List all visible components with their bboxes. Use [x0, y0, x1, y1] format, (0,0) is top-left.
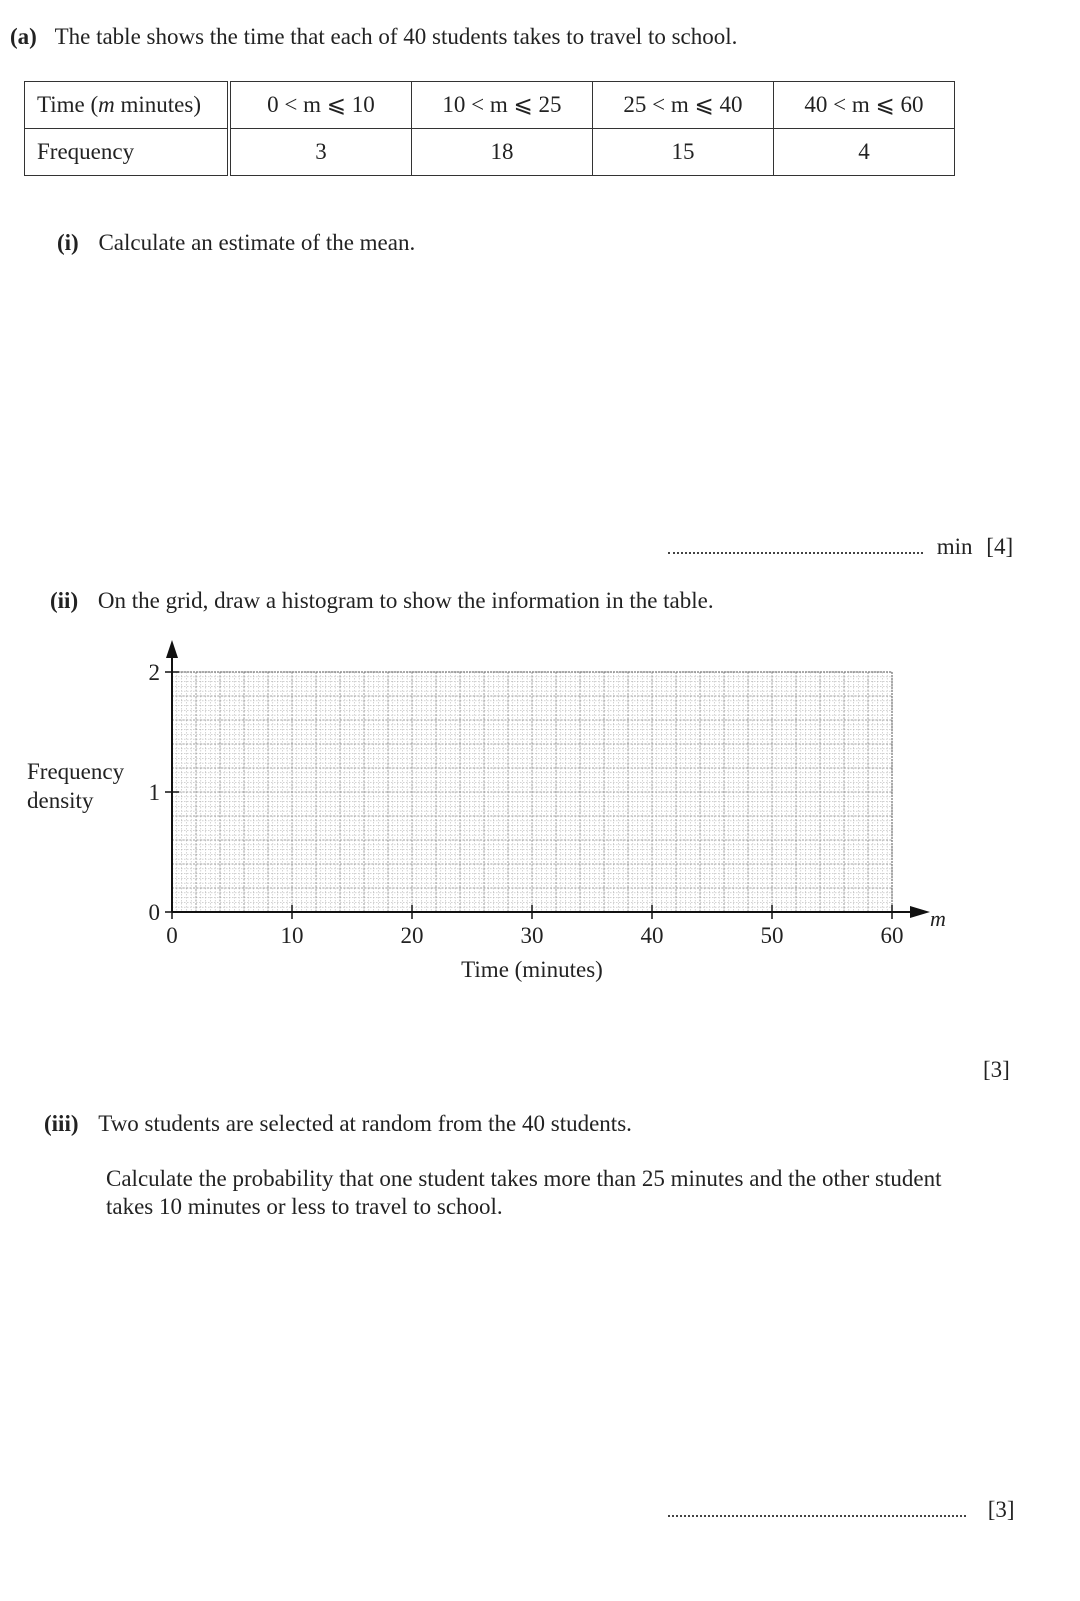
y-tick-label: 2: [148, 660, 160, 685]
y-tick-label: 0: [148, 900, 160, 925]
x-axis-arrow-icon: [910, 906, 930, 918]
part-ii-marks: [3]: [983, 1057, 1010, 1082]
frequency-cell: 3: [229, 129, 412, 176]
x-tick-label: 40: [640, 923, 664, 948]
time-row-header: Time (m minutes): [25, 82, 230, 129]
frequency-cell: 15: [593, 129, 774, 176]
x-tick-label: 50: [760, 923, 784, 948]
histogram-grid[interactable]: [0, 630, 1080, 990]
x-axis-variable: m: [930, 906, 946, 931]
x-tick-label: 30: [520, 923, 544, 948]
mean-answer-field[interactable]: [668, 534, 923, 554]
part-ii-text: On the grid, draw a histogram to show the information in the table.: [97, 588, 714, 613]
answer-unit: min: [936, 534, 973, 559]
y-tick-label: 1: [148, 780, 160, 805]
part-i-marks: [4]: [986, 534, 1014, 559]
time-interval-cell: 0 < m ⩽ 10: [229, 82, 412, 129]
part-a-label: (a): [10, 24, 37, 49]
x-tick-label: 20: [400, 923, 424, 948]
time-interval-cell: 25 < m ⩽ 40: [593, 82, 774, 129]
part-iii-line2: Calculate the probability that one student takes more than 25 minutes and the other student: [106, 1166, 942, 1191]
frequency-table: [24, 81, 955, 176]
part-iii-marks: [3]: [987, 1497, 1015, 1522]
ticks: [149, 660, 904, 948]
part-ii-question: [50, 588, 714, 614]
part-iii-question: [44, 1111, 632, 1137]
part-a-intro: The table shows the time that each of 40 students takes to travel to school.: [54, 24, 738, 49]
part-iii-label: (iii): [44, 1111, 79, 1136]
probability-answer-field[interactable]: [668, 1497, 966, 1517]
part-i-text: Calculate an estimate of the mean.: [98, 230, 416, 255]
time-interval-cell: 10 < m ⩽ 25: [412, 82, 593, 129]
part-iii-answer-line: [668, 1497, 1015, 1523]
x-axis-label: Time (minutes): [461, 957, 603, 982]
time-row: [25, 82, 955, 129]
part-iii-line1: Two students are selected at random from the 40 students.: [98, 1111, 632, 1136]
part-a-heading: [10, 24, 737, 50]
frequency-row-header: Frequency: [25, 129, 230, 176]
y-axis-label-line1: Frequency: [27, 759, 125, 784]
time-interval-cell: 40 < m ⩽ 60: [774, 82, 955, 129]
frequency-cell: 4: [774, 129, 955, 176]
part-iii-line3: takes 10 minutes or less to travel to school.: [106, 1194, 503, 1219]
frequency-cell: 18: [412, 129, 593, 176]
y-axis-arrow-icon: [166, 640, 178, 658]
x-tick-label: 60: [880, 923, 904, 948]
part-i-answer-line: [668, 534, 1013, 560]
x-tick-label: 0: [166, 923, 178, 948]
frequency-row: [25, 129, 955, 176]
part-i-question: [57, 230, 415, 256]
x-tick-label: 10: [280, 923, 304, 948]
part-i-label: (i): [57, 230, 79, 255]
y-axis-label-line2: density: [27, 788, 94, 813]
part-ii-label: (ii): [50, 588, 79, 613]
